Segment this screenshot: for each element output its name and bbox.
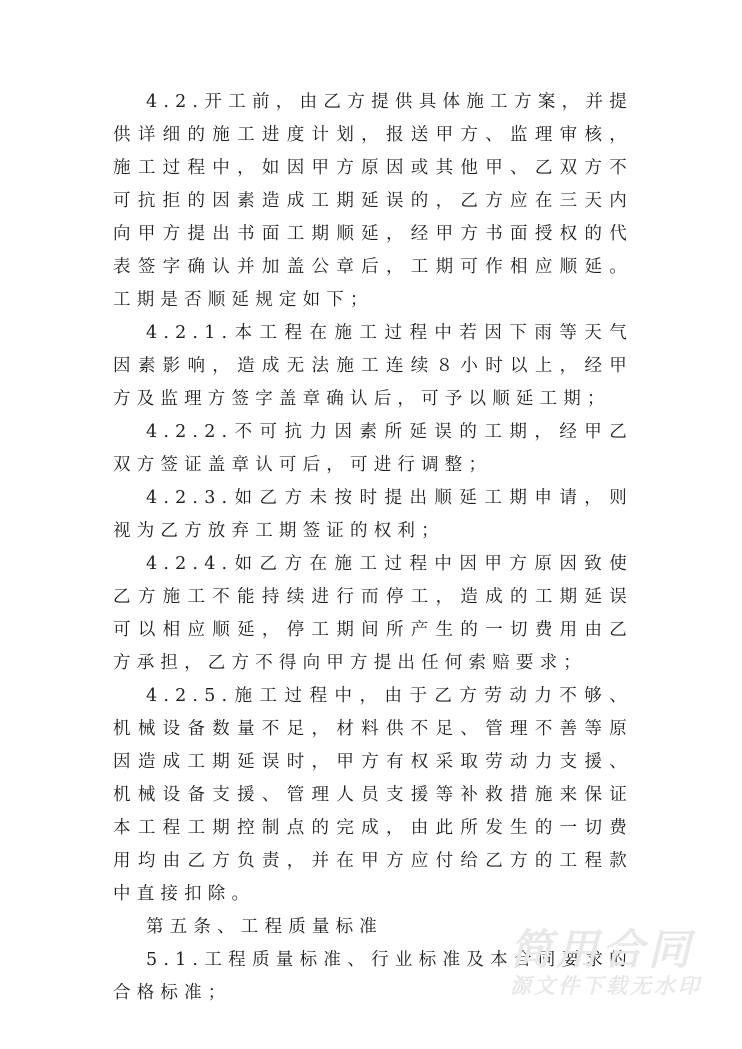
section-heading: 第五条、工程质量标准 [146, 917, 383, 937]
watermark-subtitle: 源文件下载无水印 [510, 974, 702, 998]
document-page [113, 86, 633, 1010]
paragraph-4-2: 4.2.开工前，由乙方提供具体施工方案，并提供详细的施工进度计划，报送甲方、监理审核，施工过程中，如因甲方原因或其他甲、乙双方不可抗拒的因素造成工期延误的，乙方应在三天内向甲方提出书面工期顺延，经甲方书面授权的代表签字确认并加盖公章后，工期可作相应顺延。工期是否顺延规定如下； [113, 92, 633, 310]
paragraph-4-2-5: 4.2.5.施工过程中，由于乙方劳动力不够、机械设备数量不足，材料供不足、管理不善等原因造成工期延误时，甲方有权采取劳动力支援、机械设备支援、管理人员支援等补救措施来保证本工程工期控制点的完成，由此所发生的一切费用均由乙方负责，并在甲方应付给乙方的工程款中直接扣除。 [113, 686, 633, 904]
watermark-title: 简用合同 [510, 925, 695, 974]
clause-5-1: 5.1.工程质量标准、行业标准及本合同要求的合格标准； [113, 950, 633, 1003]
paragraph-4-2-2: 4.2.2.不可抗力因素所延误的工期，经甲乙双方签证盖章认可后，可进行调整； [113, 422, 633, 475]
paragraph-4-2-1: 4.2.1.本工程在施工过程中若因下雨等天气因素影响，造成无法施工连续８小时以上，经甲方及监理方签字盖章确认后，可予以顺延工期； [113, 323, 633, 409]
paragraph-4-2-3: 4.2.3.如乙方未按时提出顺延工期申请，则视为乙方放弃工期签证的权利； [113, 488, 633, 541]
paragraph-4-2-4: 4.2.4.如乙方在施工过程中因甲方原因致使乙方施工不能持续进行而停工，造成的工期延误可以相应顺延，停工期间所产生的一切费用由乙方承担，乙方不得向甲方提出任何索赔要求； [113, 554, 633, 673]
